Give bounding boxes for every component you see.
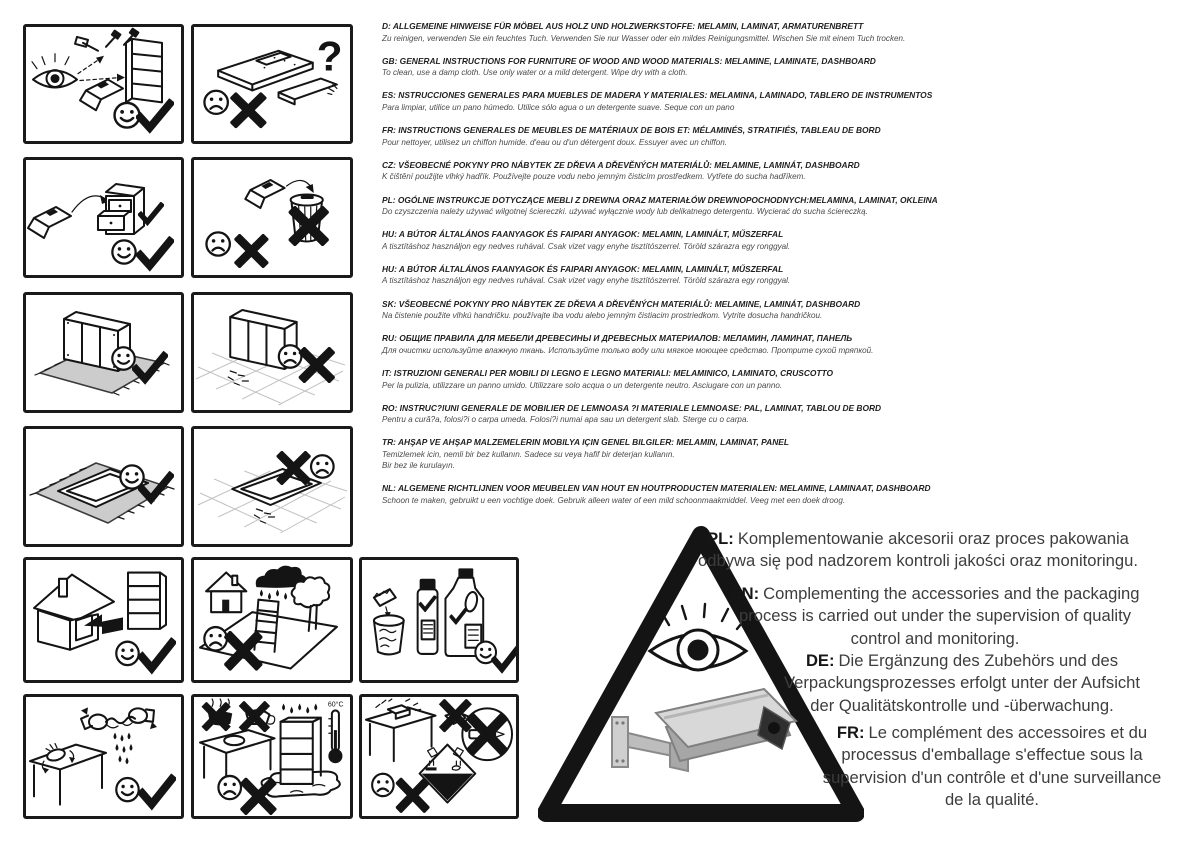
lang-prefix: FR: <box>836 723 865 742</box>
lang-body: Для очистки используйте влажную ткань. Используйте только воду или мягкое моющее средство. Протрите сухой тряпкой. <box>382 345 874 355</box>
sad-face-icon <box>372 774 393 796</box>
corrosive-hazard-icon <box>420 745 476 803</box>
picto-assemble-carcass-on-rug <box>23 292 184 413</box>
picto-dont-assemble-on-hard-floor <box>191 292 353 413</box>
check-icon <box>140 104 170 128</box>
lang-block-es <box>382 90 1187 113</box>
happy-face-icon <box>115 103 140 128</box>
lang-header: RO: INSTRUC?IUNI GENERALE DE MOBILIER DE LEMNOASA ?I MATERIALE LEMNOASE: PAL, LAMINAT, TABLOU DE BORD <box>382 402 882 413</box>
check-icon <box>142 643 172 668</box>
x-icon <box>246 784 271 810</box>
picto-dont-guess-assembly <box>191 24 353 144</box>
lang-block-nl <box>382 483 1187 506</box>
picto-avoid-heat-and-standing-water <box>191 694 353 819</box>
ladder-shelf-icon <box>254 600 278 652</box>
lang-block-hu-2 <box>382 264 1187 287</box>
lang-header: D: ALLGEMEINE HINWEISE FÜR MÖBEL AUS HOLZ UND HOLZWERKSTOFFE: MELAMIN, LAMINAT, ARMATURENBRETT <box>382 21 864 31</box>
lang-body: A tisztításhoz használjon egy nedves ruhával. Csak vizet vagy enyhe tisztítószerrel. Töröld szárazra egy ronggyal. <box>382 241 791 251</box>
lang-header: GB: GENERAL INSTRUCTIONS FOR FURNITURE OF WOOD AND WOOD MATERIALS: MELAMINE, LAMINATE, DASHBOARD <box>382 55 876 66</box>
lang-header: NL: ALGEMENE RICHTLIJNEN VOOR MEUBELEN VAN HOUT EN HOUTPRODUCTEN MATERIALEN: MELAMINE, LAMINAAT, DASHBOARD <box>382 483 931 494</box>
lang-body: A tisztításhoz használjon egy nedves ruhával. Csak vizet vagy enyhe tisztítószerrel. Töröld szárazra egy ronggyal. <box>382 276 791 286</box>
lang-header: TR: AHŞAP VE AHŞAP MALZEMELERIN MOBILYA IÇIN GENEL BILGILER: MELAMIN, LAMINAT, PANEL <box>382 437 789 448</box>
question-mark: ? <box>316 32 343 80</box>
lang-header: SK: VŠEOBECNÉ POKYNY PRO NÁBYTEK ZE DŘEVA A DŘEVĚNÝCH MATERIÁLŮ: MELAMINE, LAMINÁT, DASHBOARD <box>382 298 861 309</box>
panel-icon <box>232 469 321 505</box>
wringing-hands-icon <box>81 707 157 729</box>
thermometer-icon <box>328 710 342 763</box>
lang-block-sk <box>382 299 1187 322</box>
lang-body: K čištění použijte vlhký hadřík. Používejte pouze vodu nebo jemným čisticím prostředkem. Vytřete do sucha hadříkem. <box>382 172 806 182</box>
house-icon <box>34 575 114 650</box>
picto-verify-parts-with-manual <box>23 24 184 144</box>
lang-body: Do czyszczenia należy używać wilgotnej ściereczki. używać wyłącznie wody lub delikatnego detergentu. Wycierać do sucha ściereczką. <box>382 207 868 217</box>
shelf-unit-icon <box>281 718 321 784</box>
happy-face-icon <box>120 465 143 488</box>
lang-header: RU: ОБЩИЕ ПРАВИЛА ДЛЯ МЕБЕЛИ ДРЕВЕСИНЫ И ДРЕВЕСНЫХ МАТЕРИАЛОВ: МЕЛАМИН, ЛАМИНАТ, ПАНЕЛЬ <box>382 333 853 344</box>
lang-block-pl <box>382 195 1187 218</box>
eye-icon <box>32 54 77 88</box>
lang-header: PL: OGÓLNE INSTRUKCJE DOTYCZĄCE MEBLI Z DREWNA ORAZ MATERIAŁÓW DREWNOPOCHODNYCH:MELAMINA, LAMINAT, OKLEINA <box>382 194 938 205</box>
picto-lay-panels-on-rug <box>23 426 184 547</box>
lang-prefix: DE: <box>805 651 835 670</box>
lang-header: HU: A BÚTOR ÁLTALÁNOS FAANYAGOK ÉS FAIPARI ANYAGOK: MELAMIN, LAMINÁLT, MŰSZERFAL <box>382 263 784 274</box>
sad-face-icon <box>279 345 302 367</box>
quality-notice-pl <box>668 528 1168 573</box>
shelf-unit-icon <box>128 573 166 629</box>
lang-prefix: PL: <box>707 529 734 548</box>
multilingual-instructions <box>382 21 1187 518</box>
lang-block-tr <box>382 437 1187 471</box>
lang-block-fr <box>382 125 1187 148</box>
lang-block-de <box>382 21 1187 44</box>
picto-dont-store-outdoors-in-rain <box>191 557 353 683</box>
lang-body: Pour nettoyer, utilisez un chiffon humide. d'eau ou d'un détergent doux. Essuyer avec un chiffon. <box>382 137 728 147</box>
quality-notice-en <box>700 583 1170 650</box>
table-icon <box>30 745 106 805</box>
lang-body: Para limpiar, utilice un pano húmedo. Utilice sólo agua o un detergente suave. Seque con un pano <box>382 102 735 112</box>
lang-header: IT: ISTRUZIONI GENERALI PER MOBILI DI LEGNO E LEGNO MATERIALI: MELAMINICO, LAMINATO, CRUSCOTTO <box>382 368 833 379</box>
lang-header: ES: NSTRUCCIONES GENERALES PARA MUEBLES DE MADERA Y MATERIALES: MELAMINA, LAMINADO, TABLERO DE INSTRUMENTOS <box>382 90 933 101</box>
no-cutter-icon <box>462 708 512 760</box>
no-kettle-icon <box>244 706 275 727</box>
notice-line: FR: Le complément des accessoires et du <box>836 723 1148 742</box>
x-icon <box>401 783 424 807</box>
happy-face-icon <box>116 642 138 665</box>
lang-body: Per la pulizia, utilizzare un panno umido. Utilizzare solo acqua o un detergente neutro. Asciugare con un panno. <box>382 380 783 390</box>
check-icon <box>494 649 516 669</box>
notice-line: DE: Die Ergänzung des Zubehörs und des <box>805 651 1119 670</box>
arrow-to-drawer <box>72 196 104 212</box>
happy-face-icon <box>112 240 135 263</box>
look-arrows <box>78 56 125 82</box>
lang-header: HU: A BÚTOR ÁLTALÁNOS FAANYAGOK ÉS FAIPARI ANYAGOK: MELAMIN, LAMINÁLT, MŰSZERFAL <box>382 229 784 240</box>
manual-icon <box>80 80 123 111</box>
check-icon <box>140 241 170 265</box>
water-drops <box>282 703 317 713</box>
lang-block-gb <box>382 56 1187 79</box>
manual-icon <box>245 180 284 208</box>
bucket-icon <box>374 615 404 654</box>
quality-notice-fr <box>792 722 1192 811</box>
check-icon <box>142 779 172 804</box>
picto-keep-manual-in-drawer <box>23 157 184 278</box>
quality-notice-de <box>742 650 1182 717</box>
lang-body: Bir bez ile kurulayın. <box>382 461 455 471</box>
lang-block-hu <box>382 229 1187 252</box>
notice-line: der Qualitätskontrolle und -überwachung. <box>810 695 1114 715</box>
notice-line: de la qualité. <box>944 789 1040 809</box>
manual-icon <box>28 207 71 238</box>
picto-keep-furniture-indoors <box>23 557 184 683</box>
lang-body: To clean, use a damp cloth. Use only water or a mild detergent. Wipe dry with a cloth. <box>382 68 688 78</box>
picto-use-approved-cleaners <box>359 557 519 683</box>
lang-header: FR: INSTRUCTIONS GENERALES DE MEUBLES DE MATÉRIAUX DE BOIS ET: MÉLAMINÉS, STRATIFIÉS, TABLEAU DE BORD <box>382 125 881 136</box>
sad-face-icon <box>204 91 227 114</box>
no-hot-pot-icon <box>206 699 232 727</box>
notice-line: Verpackungsprozesses erfolgt unter der Aufsicht <box>783 673 1141 693</box>
notice-line: processus d'emballage s'effectue sous la <box>841 745 1143 765</box>
picto-dont-discard-manual <box>191 157 353 278</box>
lang-prefix: EN: <box>730 584 760 603</box>
sad-face-icon <box>204 627 227 650</box>
table-with-abrasive-icon <box>366 699 436 761</box>
water-drops <box>114 732 133 764</box>
sad-face-icon <box>218 776 241 799</box>
lang-block-cz <box>382 160 1187 183</box>
notice-line: odbywa się pod nadzorem kontroli jakości oraz monitoringu. <box>698 551 1138 571</box>
picto-wring-cloth-before-wiping <box>23 694 184 819</box>
lang-header: CZ: VŠEOBECNÉ POKYNY PRO NÁBYTEK ZE DŘEVA A DŘEVĚNÝCH MATERIÁLŮ: MELAMINE, LAMINÁT, DASHBOARD <box>382 159 860 170</box>
house-icon <box>206 573 246 613</box>
bookcase-icon <box>126 39 162 102</box>
picto-no-abrasives-scrapers-corrosives <box>359 694 519 819</box>
thermometer-label: 60°C <box>327 700 344 709</box>
happy-face-icon <box>116 778 138 801</box>
lang-block-ro <box>382 403 1187 426</box>
sad-face-icon <box>206 232 229 255</box>
notice-line: supervision d'un contrôle et d'une surveillance <box>822 767 1162 787</box>
lang-body: Pentru a cură?a, folosi?i o carpa umeda. Folosi?i numai apa sau un detergent slab. Sterge cu o carpa. <box>382 415 749 425</box>
notice-line: process is carried out under the supervision of quality <box>738 606 1131 626</box>
notice-line: control and monitoring. <box>850 628 1020 648</box>
happy-face-icon <box>112 347 134 369</box>
detergent-sachet-icon <box>374 589 396 618</box>
lang-body: Zu reinigen, verwenden Sie ein feuchtes Tuch. Verwenden Sie nur Wasser oder ein mildes Reinigungsmittel. Wischen Sie mit einem Tuch trocken. <box>382 33 906 43</box>
chest-of-drawers-icon <box>98 184 144 234</box>
notice-line: PL: Komplementowanie akcesorii oraz proces pakowania <box>707 529 1129 548</box>
scattered-screws-icon <box>228 371 248 385</box>
sad-face-icon <box>311 455 334 477</box>
notice-line: EN: Complementing the accessories and the packaging <box>730 584 1140 603</box>
spray-can-icon <box>418 579 438 654</box>
x-icon <box>236 98 261 123</box>
no-scraper-icon <box>444 704 471 727</box>
lang-body: Na čistenie použite vlhkú handričku. používajte iba vodu alebo jemným čistiacim prostriedkom. Vytrite dosucha handričkou. <box>382 311 823 321</box>
lang-body: Temizlemek icin, nemli bir bez kullanın. Sadece su veya hafif bir deterjan kullanın. <box>382 449 675 459</box>
x-icon <box>240 239 264 262</box>
x-icon <box>230 637 256 664</box>
lang-block-it <box>382 368 1187 391</box>
lang-body: Schoon te maken, gebruikt u een vochtige doek. Gebruik alleen water of een mild schoonmaakmiddel. Veeg met een doek droog. <box>382 495 846 505</box>
picto-dont-lay-panels-on-hard-floor <box>191 426 353 547</box>
lang-block-ru <box>382 333 1187 356</box>
